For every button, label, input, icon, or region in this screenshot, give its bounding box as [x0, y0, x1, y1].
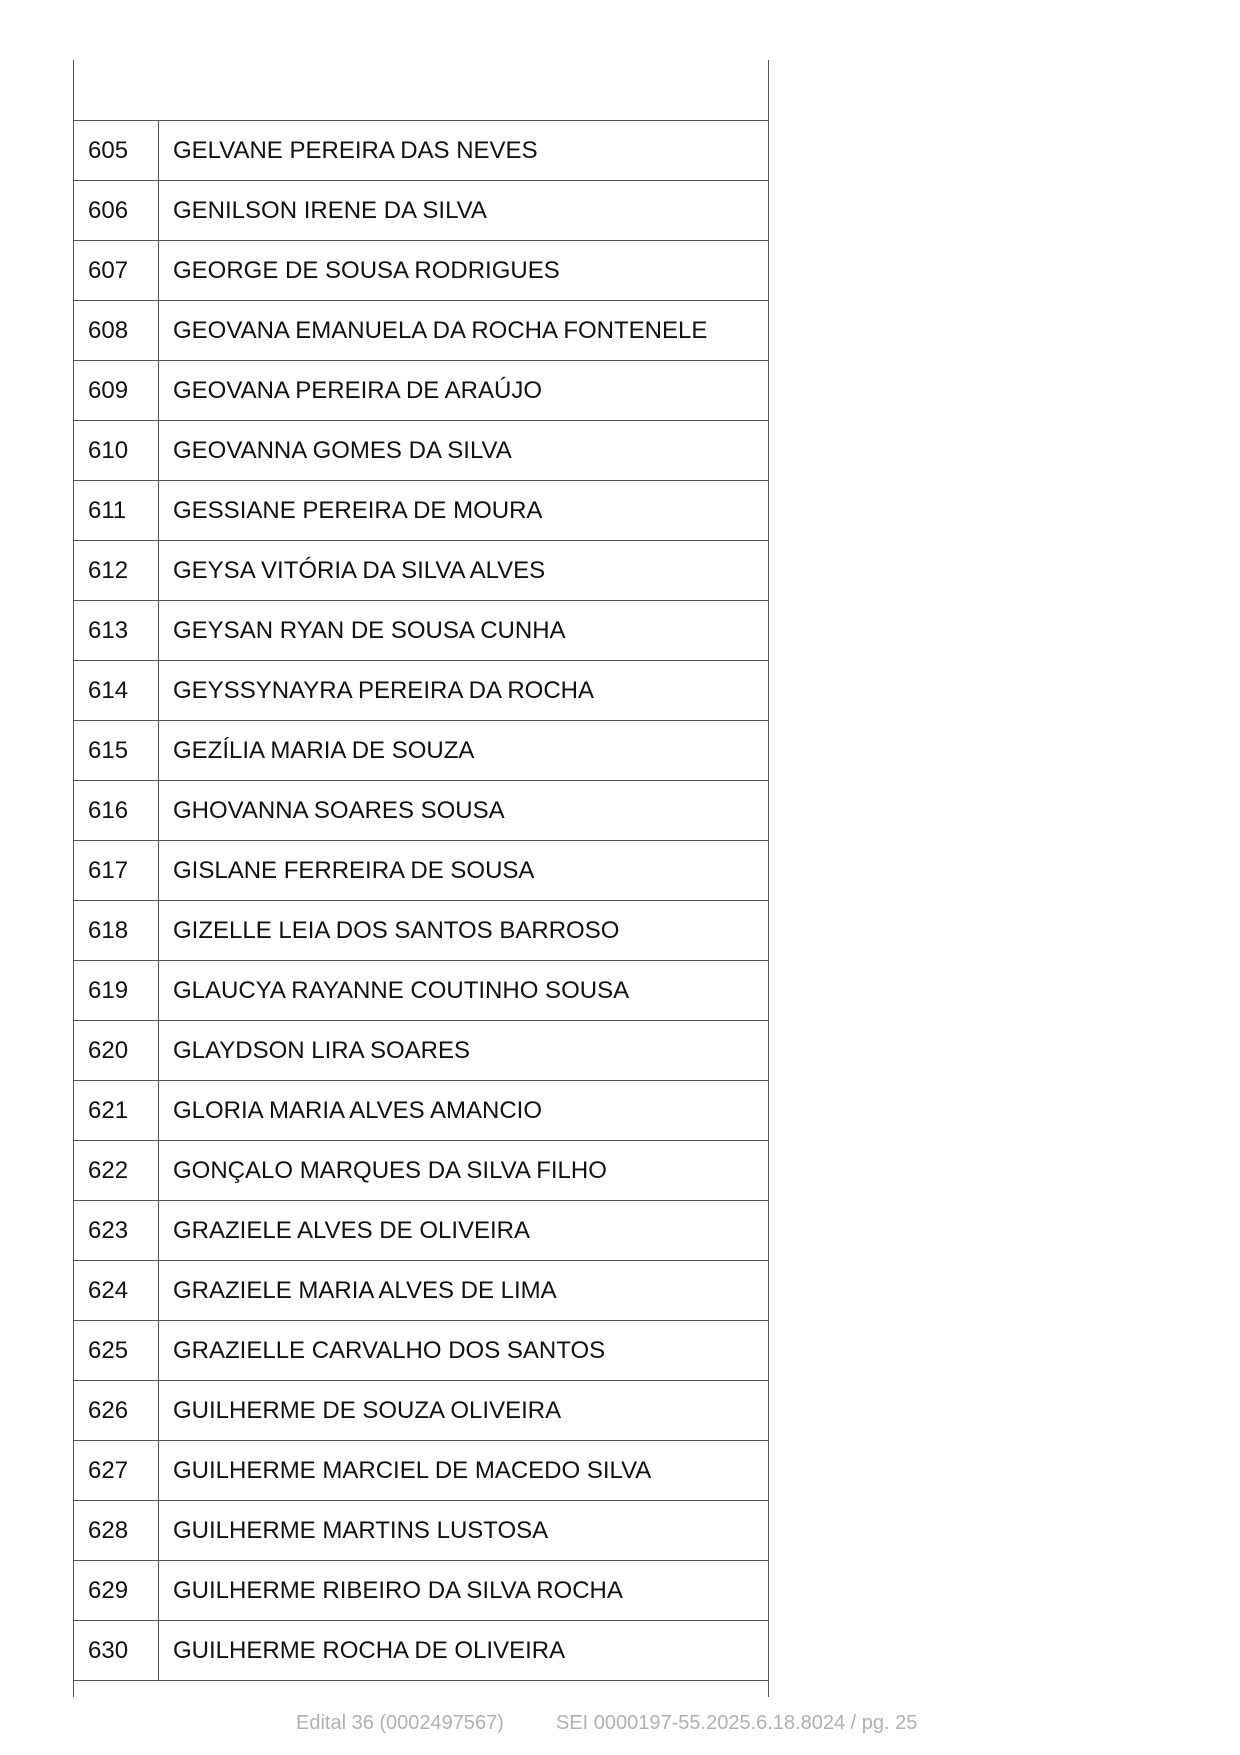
row-number: 613 — [74, 601, 159, 660]
row-number: 623 — [74, 1201, 159, 1260]
table-row — [73, 1561, 769, 1621]
table-row — [73, 1621, 769, 1681]
table-row — [73, 1081, 769, 1141]
row-number: 614 — [74, 661, 159, 720]
row-name: GEOVANA EMANUELA DA ROCHA FONTENELE — [173, 316, 708, 344]
table-row — [73, 721, 769, 781]
row-name: GEYSA VITÓRIA DA SILVA ALVES — [173, 556, 546, 584]
row-number: 627 — [74, 1441, 159, 1500]
table-row — [73, 661, 769, 721]
table-row — [73, 781, 769, 841]
row-number: 625 — [74, 1321, 159, 1380]
row-name: GELVANE PEREIRA DAS NEVES — [173, 136, 538, 164]
row-name: GUILHERME ROCHA DE OLIVEIRA — [173, 1636, 566, 1664]
row-name: GEYSAN RYAN DE SOUSA CUNHA — [173, 616, 566, 644]
table-row — [73, 601, 769, 661]
table-top-continuation — [73, 60, 769, 120]
row-number: 608 — [74, 301, 159, 360]
row-number: 621 — [74, 1081, 159, 1140]
row-number: 619 — [74, 961, 159, 1020]
row-name: GEOVANA PEREIRA DE ARAÚJO — [173, 376, 542, 404]
names-table — [73, 60, 769, 1697]
row-number: 615 — [74, 721, 159, 780]
row-number: 607 — [74, 241, 159, 300]
table-row — [73, 181, 769, 241]
row-name: GLAYDSON LIRA SOARES — [173, 1036, 470, 1064]
row-name: GISLANE FERREIRA DE SOUSA — [173, 856, 535, 884]
row-name: GEORGE DE SOUSA RODRIGUES — [173, 256, 560, 284]
row-number: 626 — [74, 1381, 159, 1440]
row-name: GENILSON IRENE DA SILVA — [173, 196, 487, 224]
row-number: 616 — [74, 781, 159, 840]
table-row — [73, 421, 769, 481]
row-number: 620 — [74, 1021, 159, 1080]
row-name: GEZÍLIA MARIA DE SOUZA — [173, 736, 475, 764]
row-name: GONÇALO MARQUES DA SILVA FILHO — [173, 1156, 607, 1184]
row-number: 622 — [74, 1141, 159, 1200]
row-name: GUILHERME DE SOUZA OLIVEIRA — [173, 1396, 562, 1424]
row-number: 624 — [74, 1261, 159, 1320]
row-name: GEYSSYNAYRA PEREIRA DA ROCHA — [173, 676, 595, 704]
table-row — [73, 1441, 769, 1501]
row-number: 630 — [74, 1621, 159, 1680]
row-name: GUILHERME MARTINS LUSTOSA — [173, 1516, 549, 1544]
row-number: 609 — [74, 361, 159, 420]
table-row — [73, 1321, 769, 1381]
table-row — [73, 241, 769, 301]
table-row — [73, 1261, 769, 1321]
row-number: 612 — [74, 541, 159, 600]
table-row — [73, 1381, 769, 1441]
page-footer — [296, 1712, 917, 1735]
table-row — [73, 301, 769, 361]
row-name: GUILHERME RIBEIRO DA SILVA ROCHA — [173, 1576, 623, 1604]
table-row — [73, 1021, 769, 1081]
row-name: GIZELLE LEIA DOS SANTOS BARROSO — [173, 916, 620, 944]
row-number: 606 — [74, 181, 159, 240]
row-name: GRAZIELLE CARVALHO DOS SANTOS — [173, 1336, 606, 1364]
row-number: 618 — [74, 901, 159, 960]
table-row — [73, 121, 769, 181]
row-name: GLAUCYA RAYANNE COUTINHO SOUSA — [173, 976, 630, 1004]
table-row — [73, 1141, 769, 1201]
table-row — [73, 541, 769, 601]
row-number: 617 — [74, 841, 159, 900]
row-name: GESSIANE PEREIRA DE MOURA — [173, 496, 543, 524]
table-row — [73, 961, 769, 1021]
row-name: GRAZIELE MARIA ALVES DE LIMA — [173, 1276, 557, 1304]
table-row — [73, 1201, 769, 1261]
row-name: GRAZIELE ALVES DE OLIVEIRA — [173, 1216, 531, 1244]
table-row — [73, 361, 769, 421]
row-name: GHOVANNA SOARES SOUSA — [173, 796, 505, 824]
row-name: GUILHERME MARCIEL DE MACEDO SILVA — [173, 1456, 652, 1484]
table-row — [73, 841, 769, 901]
row-name: GLORIA MARIA ALVES AMANCIO — [173, 1096, 543, 1124]
table-row — [73, 481, 769, 541]
row-number: 611 — [74, 481, 159, 540]
table-bottom-continuation — [73, 1681, 769, 1697]
row-number: 610 — [74, 421, 159, 480]
row-number: 628 — [74, 1501, 159, 1560]
row-number: 605 — [74, 121, 159, 180]
table-body — [73, 120, 769, 1681]
row-number: 629 — [74, 1561, 159, 1620]
footer-process-page: SEI 0000197-55.2025.6.18.8024 / pg. 25 — [555, 1712, 918, 1734]
row-name: GEOVANNA GOMES DA SILVA — [173, 436, 512, 464]
table-row — [73, 901, 769, 961]
footer-document-id: Edital 36 (0002497567) — [296, 1712, 504, 1734]
table-row — [73, 1501, 769, 1561]
